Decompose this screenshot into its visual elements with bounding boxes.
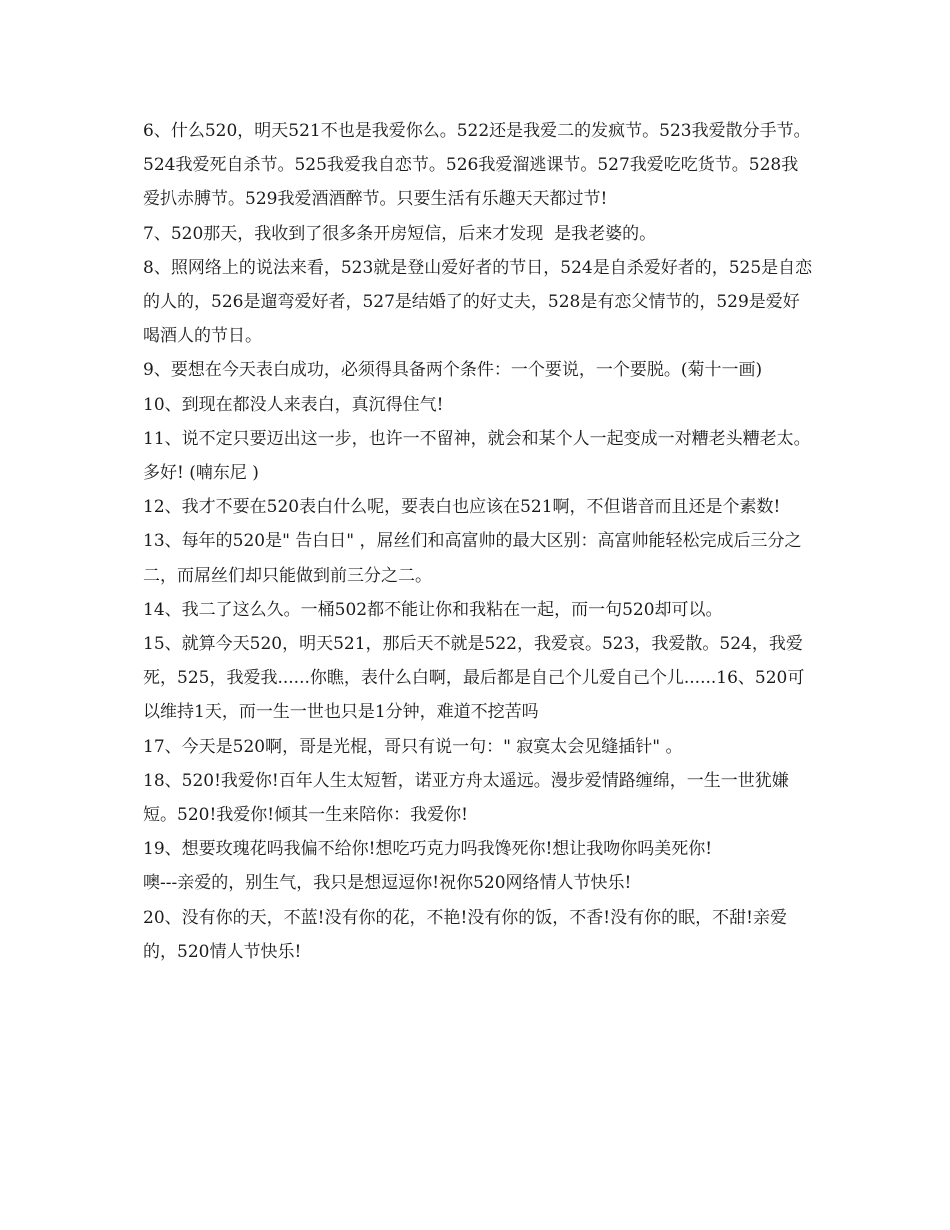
paragraph-13: 13、每年的520是" 告白日" ，屌丝们和高富帅的最大区别：高富帅能轻松完成后三分之二，而屌丝们却只能做到前三分之二。 bbox=[143, 531, 802, 586]
paragraph-10: 10、到现在都没人来表白，真沉得住气! bbox=[143, 394, 444, 415]
document-body bbox=[143, 114, 815, 969]
paragraph-6: 6、什么520，明天521不也是我爱你么。522还是我爱二的发疯节。523我爱散分手节。524我爱死自杀节。525我爱我自恋节。526我爱溜逃课节。527我爱吃吃货节。528我爱扒赤膊节。529我爱酒酒醉节。只要生活有乐趣天天都过节! bbox=[143, 121, 811, 210]
paragraph-9: 9、要想在今天表白成功，必须得具备两个条件：一个要说，一个要脱。(菊十一画) bbox=[143, 360, 763, 381]
paragraph-17: 17、今天是520啊，哥是光棍，哥只有说一句：" 寂寞太会见缝插针" 。 bbox=[143, 736, 683, 757]
paragraph-20: 20、没有你的天，不蓝!没有你的花，不艳!没有你的饭，不香!没有你的眠，不甜!亲爱的，520情人节快乐! bbox=[143, 907, 787, 962]
paragraph-12: 12、我才不要在520表白什么呢，要表白也应该在521啊，不但谐音而且还是个素数! bbox=[143, 497, 781, 518]
paragraph-11: 11、说不定只要迈出这一步，也许一不留神，就会和某个人一起变成一对糟老头糟老太。多好! (喃东尼 ) bbox=[143, 428, 811, 484]
paragraph-15: 15、就算今天520，明天521，那后天不就是522，我爱哀。523，我爱散。524，我爱死，525，我爱我......你瞧，表什么白啊，最后都是自己个儿爱自己个儿......16、520可以维持1天，而一生一世也只是1分钟，难道不挖苦吗 bbox=[143, 634, 805, 723]
paragraph-7: 7、520那天，我收到了很多条开房短信，后来才发现 是我老婆的。 bbox=[143, 223, 657, 244]
paragraph-19: 19、想要玫瑰花吗我偏不给你!想吃巧克力吗我馋死你!想让我吻你吗美死你! bbox=[143, 839, 713, 860]
paragraph-8: 8、照网络上的说法来看，523就是登山爱好者的节日，524是自杀爱好者的，525是自恋的人的，526是遛弯爱好者，527是结婚了的好丈夫，528是有恋父情节的，529是爱好喝酒人的节日。 bbox=[143, 257, 813, 347]
paragraph-19-continued: 噢---亲爱的，别生气，我只是想逗逗你!祝你520网络情人节快乐! bbox=[143, 873, 632, 894]
paragraph-14: 14、我二了这么久。一桶502都不能让你和我粘在一起，而一句520却可以。 bbox=[143, 599, 723, 620]
paragraph-18: 18、520!我爱你!百年人生太短暂，诺亚方舟太遥远。漫步爱情路缠绵，一生一世犹嫌短。520!我爱你!倾其一生来陪你：我爱你! bbox=[143, 770, 789, 826]
